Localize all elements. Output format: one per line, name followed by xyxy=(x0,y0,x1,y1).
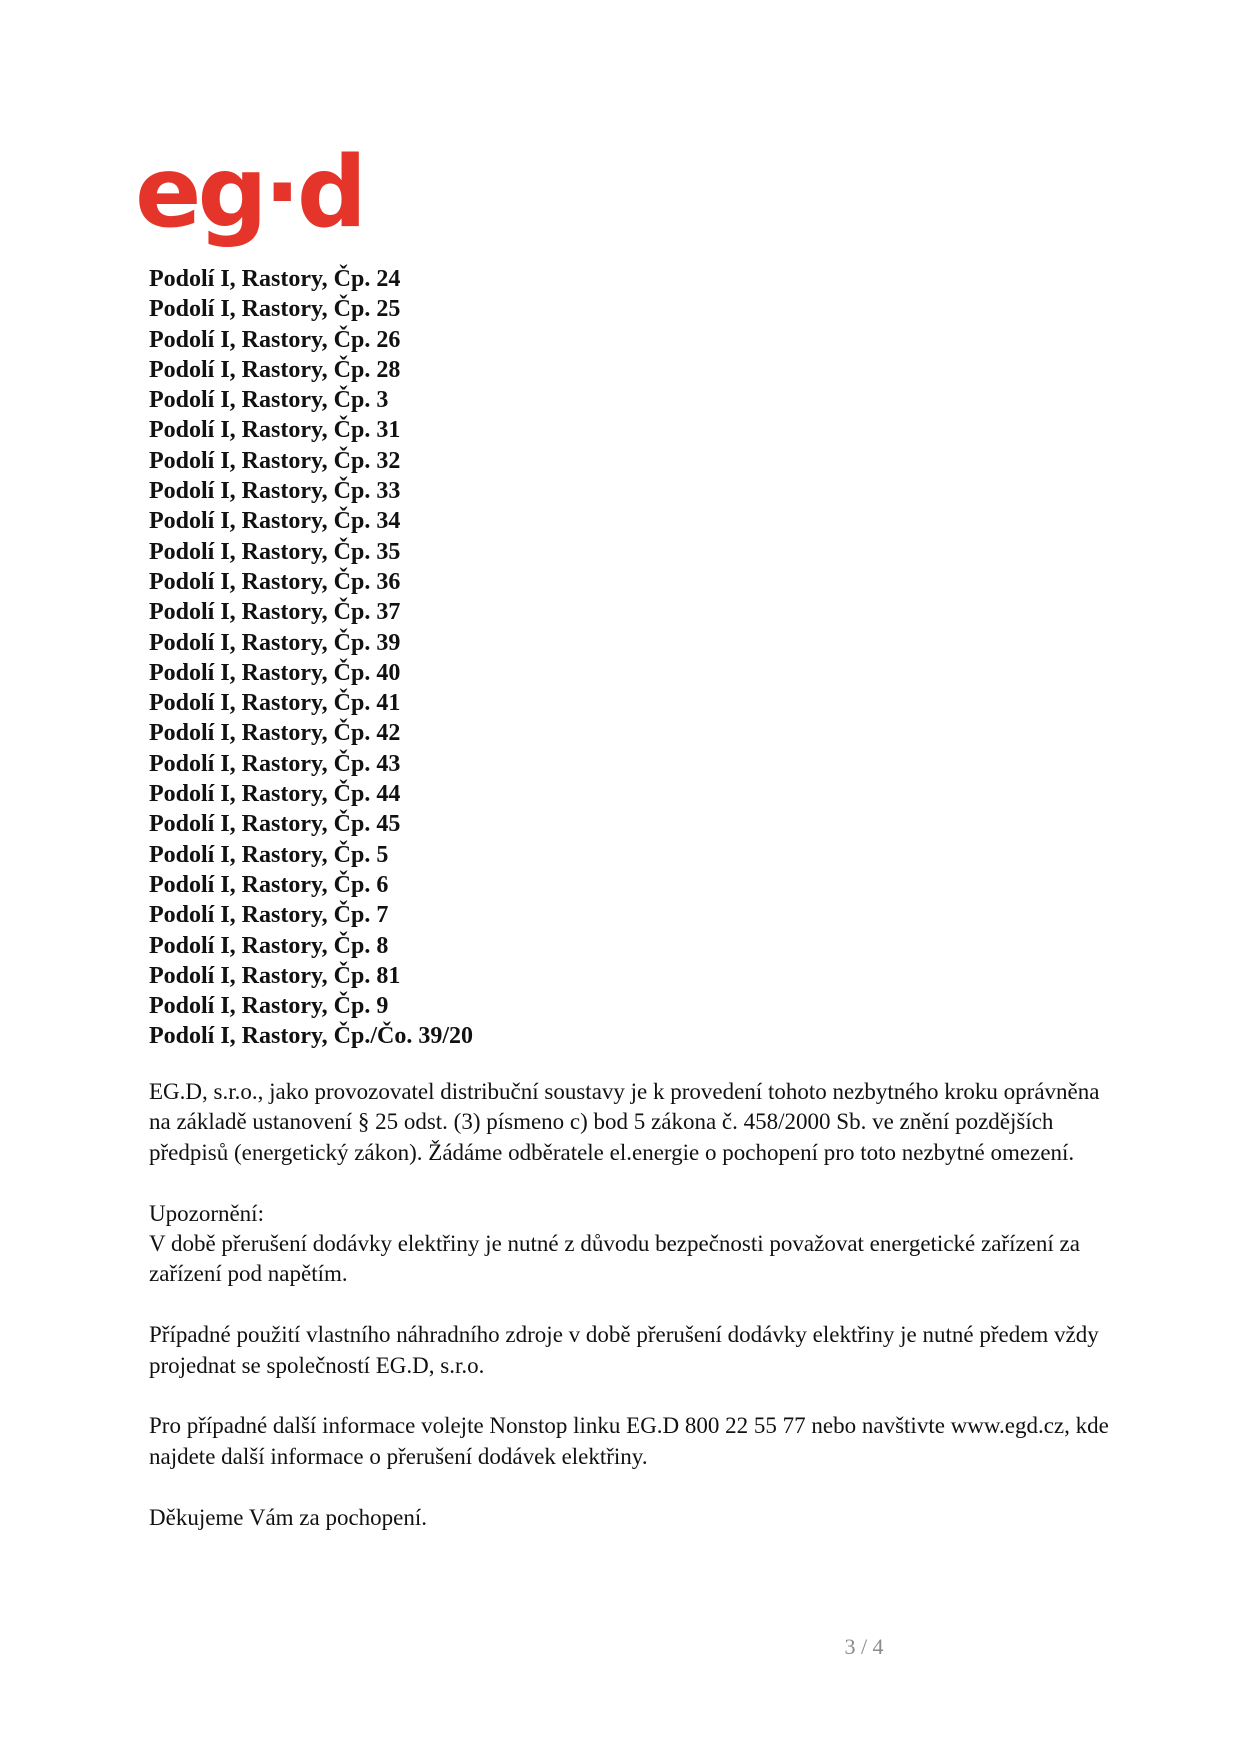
address-item: Podolí I, Rastory, Čp. 39 xyxy=(149,629,401,656)
notice-body xyxy=(149,1077,1109,1563)
address-list xyxy=(149,264,473,1052)
address-item: Podolí I, Rastory, Čp. 31 xyxy=(149,417,401,444)
address-item: Podolí I, Rastory, Čp. 3 xyxy=(149,387,389,414)
address-item: Podolí I, Rastory, Čp. 5 xyxy=(149,841,389,868)
page-number: 3 / 4 xyxy=(844,1634,884,1659)
legal-paragraph: EG.D, s.r.o., jako provozovatel distribuční soustavy je k provedení tohoto nezbytného kroku oprávněna na základě ustanovení § 25 odst. (3) písmeno c) bod 5 zákona č. 458/2000 Sb. ve znění pozdějších předpisů (energetický zákon). Žádáme odběratele el.energie o pochopení pro toto nezbytné omezení. xyxy=(149,1079,1100,1165)
address-item: Podolí I, Rastory, Čp. 24 xyxy=(149,266,401,292)
address-item: Podolí I, Rastory, Čp. 37 xyxy=(149,599,401,626)
generator-paragraph: Případné použití vlastního náhradního zdroje v době přerušení dodávky elektřiny je nutné předem vždy projednat se společností EG.D, s.r.o. xyxy=(149,1322,1099,1378)
address-item: Podolí I, Rastory, Čp. 35 xyxy=(149,538,401,565)
address-item: Podolí I, Rastory, Čp. 33 xyxy=(149,478,401,505)
address-item: Podolí I, Rastory, Čp. 9 xyxy=(149,993,389,1020)
egd-logo xyxy=(135,150,365,255)
address-item: Podolí I, Rastory, Čp. 45 xyxy=(149,811,401,838)
address-item: Podolí I, Rastory, Čp. 32 xyxy=(149,447,401,474)
address-item: Podolí I, Rastory, Čp. 41 xyxy=(149,690,401,717)
warning-title: Upozornění: xyxy=(149,1200,264,1226)
address-item: Podolí I, Rastory, Čp. 28 xyxy=(149,356,401,383)
thanks-paragraph: Děkujeme Vám za pochopení. xyxy=(149,1504,428,1530)
address-item: Podolí I, Rastory, Čp. 8 xyxy=(149,932,389,959)
address-item: Podolí I, Rastory, Čp. 81 xyxy=(149,962,401,989)
address-item: Podolí I, Rastory, Čp. 43 xyxy=(149,750,401,777)
address-item: Podolí I, Rastory, Čp. 36 xyxy=(149,568,401,595)
address-item: Podolí I, Rastory, Čp. 7 xyxy=(149,902,389,929)
warning-paragraph xyxy=(149,1199,1109,1290)
contact-paragraph: Pro případné další informace volejte Nonstop linku EG.D 800 22 55 77 nebo navštivte www.egd.cz, kde najdete další informace o přerušení dodávek elektřiny. xyxy=(149,1413,1109,1469)
address-item: Podolí I, Rastory, Čp. 34 xyxy=(149,508,401,535)
address-item: Podolí I, Rastory, Čp. 44 xyxy=(149,781,401,808)
logo-text: eg·d xyxy=(135,150,363,250)
address-item: Podolí I, Rastory, Čp. 26 xyxy=(149,326,401,353)
address-item: Podolí I, Rastory, Čp. 42 xyxy=(149,720,401,747)
address-item: Podolí I, Rastory, Čp. 40 xyxy=(149,659,401,686)
address-item: Podolí I, Rastory, Čp. 25 xyxy=(149,296,401,323)
warning-text: V době přerušení dodávky elektřiny je nutné z důvodu bezpečnosti považovat energetické zařízení za zařízení pod napětím. xyxy=(149,1231,1080,1287)
address-item: Podolí I, Rastory, Čp. 6 xyxy=(149,871,389,898)
address-item: Podolí I, Rastory, Čp./Čo. 39/20 xyxy=(149,1023,474,1050)
